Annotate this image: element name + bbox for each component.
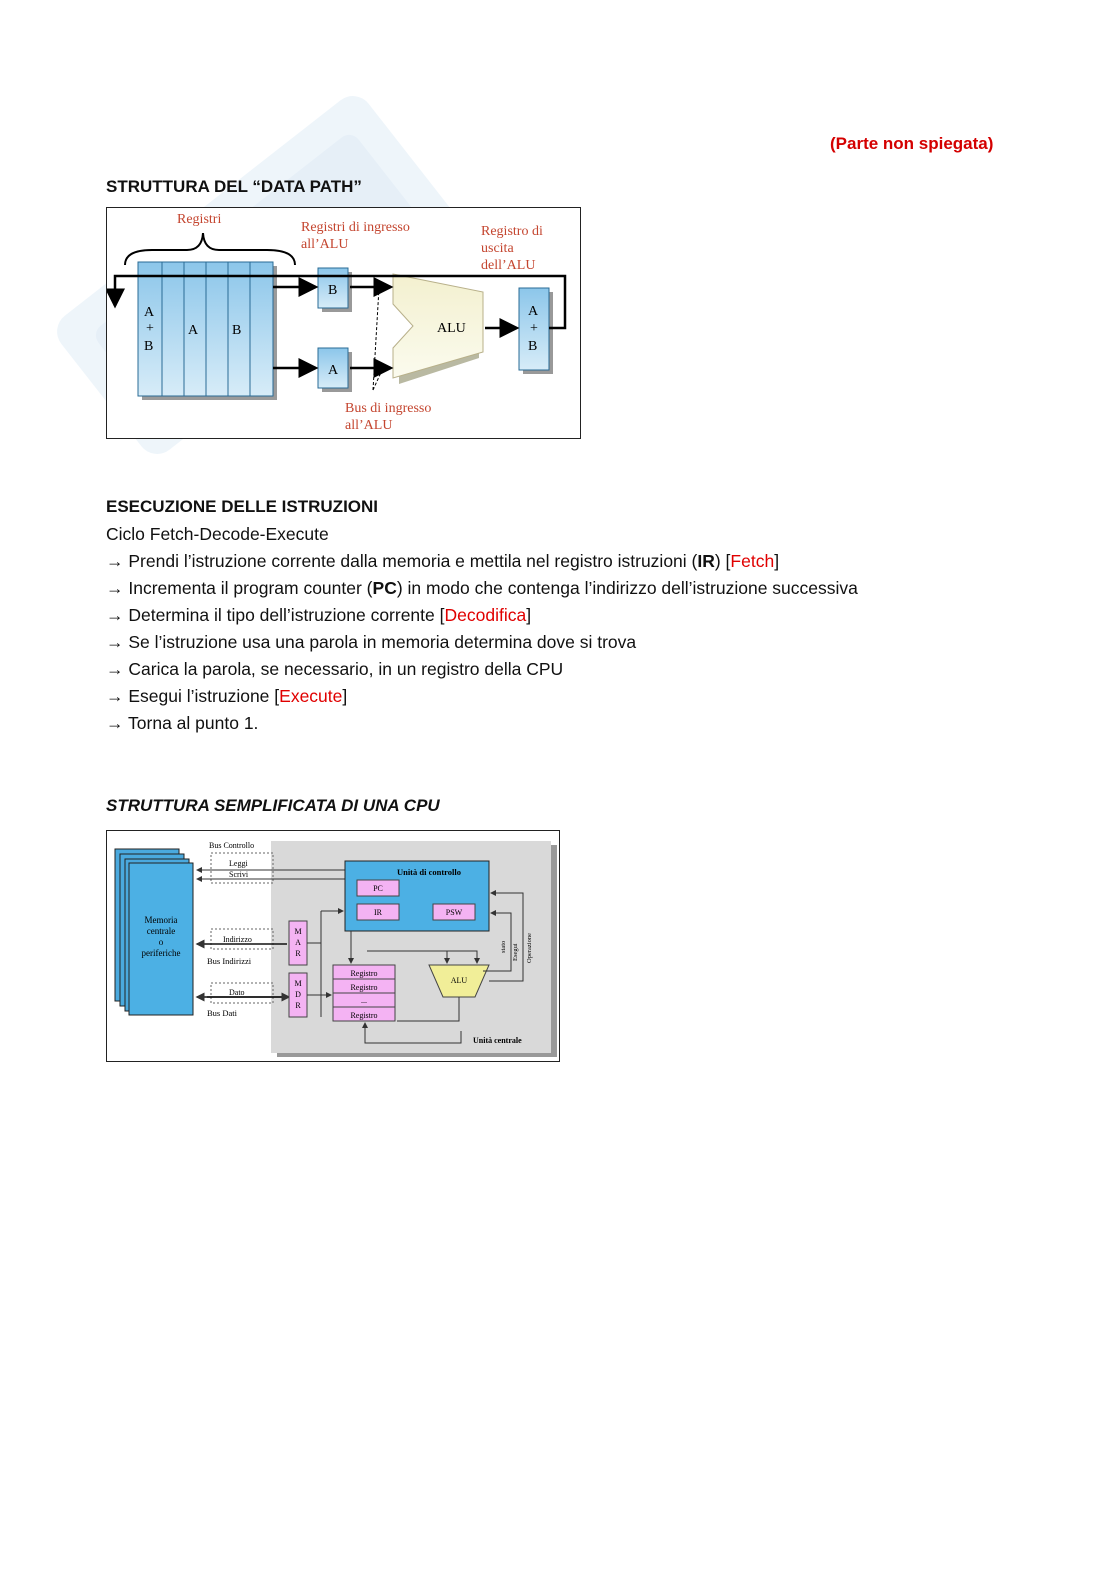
cpu-diagram <box>107 831 559 1061</box>
list-item: → Prendi l’istruzione corrente dalla memoria e mettila nel registro istruzioni (IR) [Fetch] <box>106 551 780 571</box>
memoria-label-2: centrale <box>146 926 176 936</box>
cpu-alu-label: ALU <box>450 976 468 985</box>
operazione-label: Operazione <box>526 933 533 963</box>
list-item: → Incrementa il program counter (PC) in modo che contenga l’indirizzo dell’istruzione successiva <box>106 578 858 598</box>
list-item: → Carica la parola, se necessario, in un registro della CPU <box>106 659 564 679</box>
list-item: → Esegui l’istruzione [Execute] <box>106 686 348 706</box>
list-item: → Se l’istruzione usa una parola in memoria determina dove si trova <box>106 632 637 652</box>
header-note: (Parte non spiegata) <box>830 134 994 153</box>
svg-text:...: ... <box>361 996 367 1005</box>
section-title-cpu: STRUTTURA SEMPLIFICATA DI UNA CPU <box>106 796 440 815</box>
unita-controllo-label: Unità di controllo <box>396 867 462 877</box>
section-title-data-path: STRUTTURA DEL “DATA PATH” <box>106 177 362 196</box>
unita-centrale-label: Unità centrale <box>473 1036 522 1045</box>
svg-text:M: M <box>294 927 302 936</box>
svg-text:Registro: Registro <box>350 983 378 992</box>
svg-text:M: M <box>294 979 302 988</box>
svg-text:A: A <box>295 938 301 947</box>
registri-brace <box>125 233 295 265</box>
bus-indirizzi-label: Bus Indirizzi <box>207 956 252 966</box>
label-reg-uscita-2: uscita <box>481 241 514 256</box>
alu-label: ALU <box>437 321 466 336</box>
dato-label: Dato <box>229 988 245 997</box>
col-apb-b: B <box>144 339 154 354</box>
out-b: B <box>528 339 538 354</box>
esegui-label: Esegui <box>512 943 519 961</box>
col-apb-plus: + <box>146 321 154 336</box>
section-title-esecuzione: ESECUZIONE DELLE ISTRUZIONI <box>106 497 379 516</box>
memoria-label-4: periferiche <box>141 948 181 958</box>
svg-text:R: R <box>295 1001 301 1010</box>
svg-text:PSW: PSW <box>445 908 463 917</box>
label-reg-uscita-3: dell’ALU <box>481 258 536 273</box>
leggi-label: Leggi <box>229 859 248 868</box>
label-reg-ingresso-2: all’ALU <box>301 237 349 252</box>
col-apb-a: A <box>144 305 155 320</box>
label-reg-uscita-1: Registro di <box>481 224 543 239</box>
cpu-figure <box>106 830 560 1062</box>
svg-text:R: R <box>295 949 301 958</box>
scrivi-label: Scrivi <box>229 870 249 879</box>
in-b-label: B <box>328 283 338 298</box>
out-plus: + <box>530 321 538 336</box>
label-reg-ingresso-1: Registri di ingresso <box>301 220 410 235</box>
svg-text:PC: PC <box>373 884 383 893</box>
col-a: A <box>188 323 199 338</box>
out-a: A <box>528 304 539 319</box>
memoria-label-3: o <box>158 937 164 947</box>
indirizzo-label: Indirizzo <box>223 935 252 944</box>
label-bus-2: all’ALU <box>345 418 393 433</box>
list-item: → Determina il tipo dell’istruzione corrente [Decodifica] <box>106 605 532 625</box>
in-a-label: A <box>328 363 339 378</box>
bus-controllo-label: Bus Controllo <box>209 841 255 850</box>
svg-text:IR: IR <box>374 908 382 917</box>
bus-dati-label: Bus Dati <box>207 1008 237 1018</box>
data-path-diagram <box>107 208 580 438</box>
svg-text:Registro: Registro <box>350 969 378 978</box>
label-registri: Registri <box>177 212 222 227</box>
list-item: → Torna al punto 1. <box>106 713 259 733</box>
svg-text:Registro: Registro <box>350 1011 378 1020</box>
memoria-label-1: Memoria <box>144 915 178 925</box>
data-path-figure <box>106 207 581 439</box>
label-bus-1: Bus di ingresso <box>345 401 432 416</box>
svg-text:D: D <box>295 990 301 999</box>
stato-label: stato <box>500 940 507 953</box>
subtitle-ciclo: Ciclo Fetch-Decode-Execute <box>106 524 329 544</box>
col-b: B <box>232 323 242 338</box>
